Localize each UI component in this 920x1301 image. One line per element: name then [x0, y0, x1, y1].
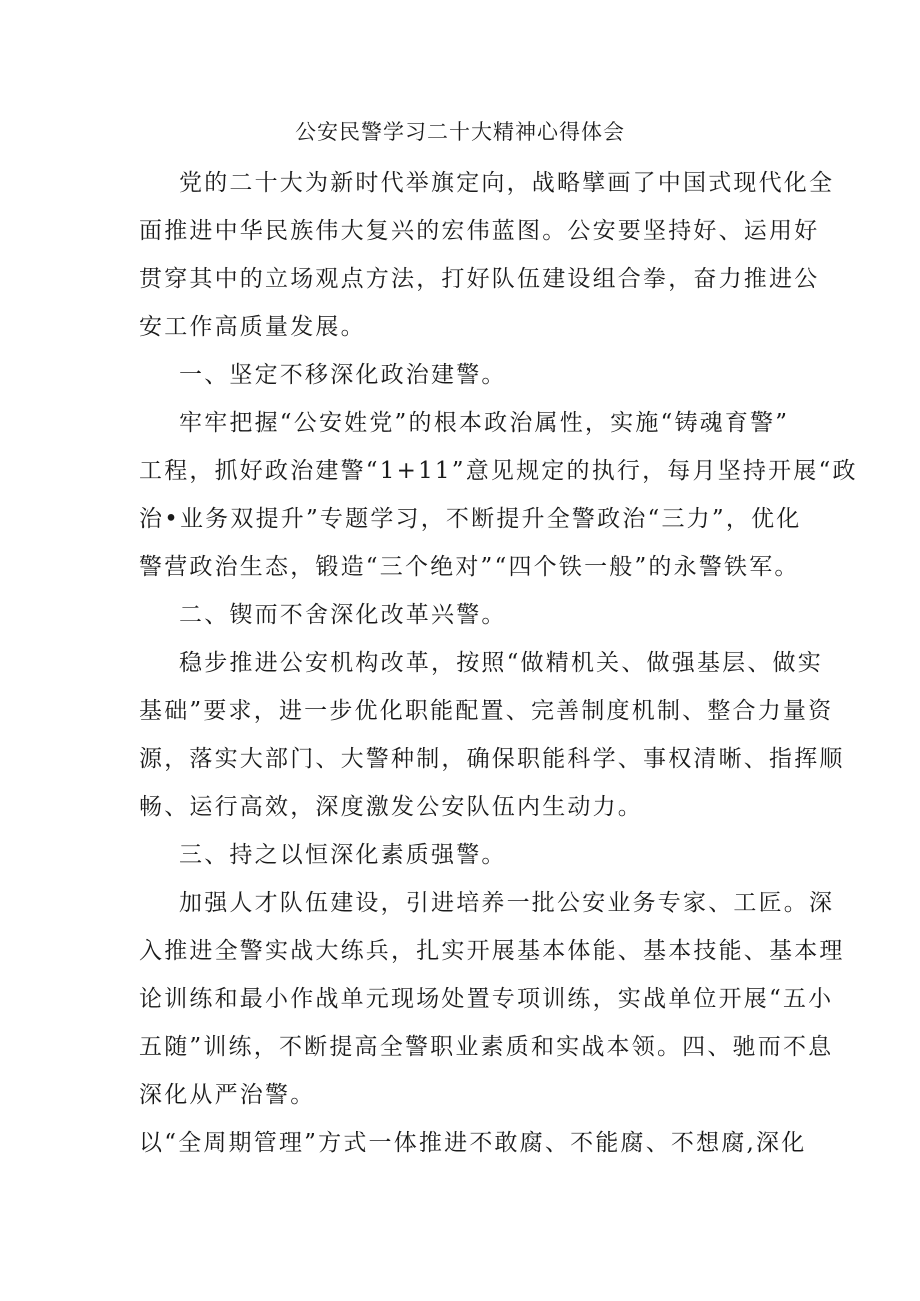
section-heading: 二、锲而不舍深化改革兴警。: [179, 602, 507, 628]
section-heading: 三、持之以恒深化素质强警。: [179, 842, 507, 868]
paragraph-line: 稳步推进公安机构改革，按照“做精机关、做强基层、做实: [179, 650, 823, 676]
paragraph-line: 基础”要求，进一步优化职能配置、完善制度机制、整合力量资: [139, 698, 834, 724]
paragraph-line: 牢牢把握“公安姓党”的根本政治属性，实施“铸魂育警”: [179, 410, 790, 436]
paragraph-line: 加强人才队伍建设，引进培养一批公安业务专家、工匠。深: [179, 890, 835, 916]
section-heading: 一、坚定不移深化政治建警。: [179, 362, 507, 388]
paragraph-line: 工程，抓好政治建警“1+11”意见规定的执行，每月坚持开展“政: [139, 458, 858, 484]
paragraph-line: 贯穿其中的立场观点方法，打好队伍建设组合拳，奋力推进公: [139, 266, 820, 292]
paragraph-line: 以“全周期管理”方式一体推进不敢腐、不能腐、不想腐,深化: [139, 1130, 807, 1156]
paragraph-line: 安工作高质量发展。: [139, 314, 366, 340]
paragraph-line: 深化从严治警。: [139, 1082, 316, 1108]
paragraph-line: 警营政治生态，锻造“三个绝对”“四个铁一般”的永警铁军。: [139, 554, 800, 580]
document-title: 公安民警学习二十大精神心得体会: [295, 120, 625, 144]
paragraph-line: 面推进中华民族伟大复兴的宏伟蓝图。公安要坚持好、运用好: [139, 218, 820, 244]
paragraph-line: 治•业务双提升”专题学习，不断提升全警政治“三力”，优化: [139, 506, 802, 532]
paragraph-line: 源，落实大部门、大警种制，确保职能科学、事权清晰、指挥顺: [139, 746, 845, 772]
paragraph-line: 畅、运行高效，深度激发公安队伍内生动力。: [139, 794, 643, 820]
paragraph-line: 党的二十大为新时代举旗定向，战略擘画了中国式现代化全: [179, 170, 835, 196]
paragraph-line: 入推进全警实战大练兵，扎实开展基本体能、基本技能、基本理: [139, 938, 845, 964]
paragraph-line: 五随”训练，不断提高全警职业素质和实战本领。四、驰而不息: [139, 1034, 834, 1060]
paragraph-line: 论训练和最小作战单元现场处置专项训练，实战单位开展“五小: [139, 986, 834, 1012]
